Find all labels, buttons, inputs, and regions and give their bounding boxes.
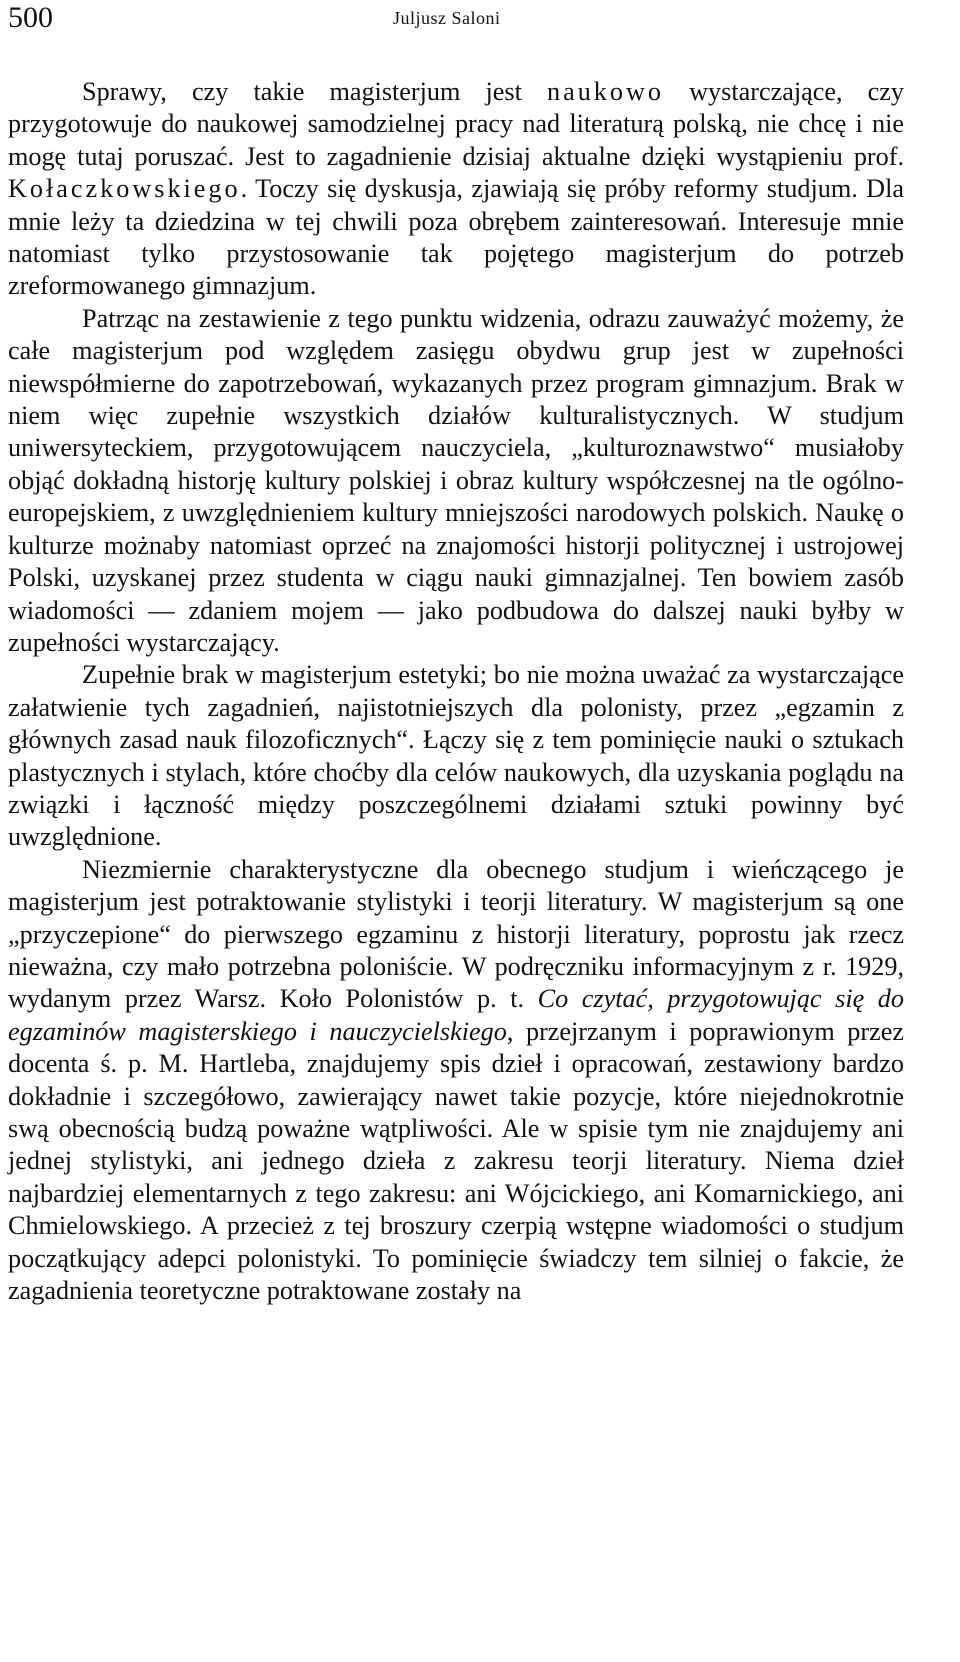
paragraph-3: Zupełnie brak w magisterjum estetyki; bo nie można uważać za wystarczające załatwienie tych zagadnień, najistotniejszych dla polonisty, przez „egzamin z głównych zasad nauk filozoficznych“. Łączy się z tem pominięcie nauki o sztukach plastycznych i stylach, które choćby dla celów naukowych, dla uzyskania poglądu na związki i łączność między poszczególnemi działami sztuki powinny być uwzględnione. <box>8 660 904 852</box>
text-run: Sprawy, czy takie magisterjum jest <box>82 77 547 106</box>
text-run: Niezmiernie charakterystyczne dla obecnego studjum i wieńczącego je magisterjum jest potraktowanie stylistyki i teorji literatury. W magisterjum są one „przyczepione“ do pierwszego egzaminu z historji literatury, poprostu jak rzecz nieważna, czy mało potrzebna poloniście. W podręczniku informacyjnym z r. 1929, wydanym przez Warsz. Koło Polonistów p. t. <box>8 854 904 1014</box>
text-run: . Toczy się dyskusja, zjawiają się próby reformy studjum. Dla mnie leży ta dziedzina w tej chwili poza obrębem zainteresowań. Interesuje mnie natomiast tylko przystosowanie tak pojętego magisterjum do potrzeb zreformowanego gimnazjum. <box>8 174 904 301</box>
text-run: , przejrzanym i poprawionym przez docenta ś. p. M. Hartleba, znajdujemy spis dzieł i opracowań, zestawiony bardzo dokładnie i szczegółowo, zawierający nawet takie pozycje, które niejednokrotnie swą obecnością budzą poważne wątpliwości. Ale w spisie tym nie znajdujemy ani jednej stylistyki, ani jednego dzieła z zakresu teorji literatury. Niema dzieł najbardziej elementarnych z tego zakresu: ani Wójcickiego, ani Komarnickiego, ani Chmielowskiego. A przecież z tej broszury czerpią wstępne wiadomości o studjum początkujący adepci polonistyki. To pominięcie świadczy tem silniej o fakcie, że zagadnienia teoretyczne potraktowane zostały na <box>8 1016 904 1306</box>
body-text <box>8 76 904 1307</box>
book-page <box>8 0 904 1662</box>
spaced-emphasis: Kołaczkowskiego <box>8 174 241 204</box>
text-run: wystarczające, czy przygotowuje do naukowej samodzielnej pracy nad literaturą polską, nie chcę i nie mogę tutaj poruszać. Jest to zagadnienie dzisiaj aktualne dzięki wystąpieniu prof. <box>8 77 904 171</box>
paragraph-1 <box>8 76 904 303</box>
running-head <box>8 0 904 40</box>
paragraph-2: Patrząc na zestawienie z tego punktu widzenia, odrazu zauważyć możemy, że całe magisterjum pod względem zasięgu obydwu grup jest w zupełności niewspółmierne do zapotrzebowań, wykazanych przez program gimnazjum. Brak w niem więc zupełnie wszystkich działów kulturalistycznych. W studjum uniwersyteckiem, przygotowującem nauczyciela, „kulturoznawstwo“ musiałoby objąć dokładną historję kultury polskiej i obraz kultury współczesnej na tle ogólno-europejskiem, z uwzględnieniem kultury mniejszości narodowych polskich. Naukę o kulturze możnaby natomiast oprzeć na znajomości historji politycznej i ustrojowej Polski, uzyskanej przez studenta w ciągu nauki gimnazjalnej. Ten bowiem zasób wiadomości — zdaniem mojem — jako podbudowa do dalszej nauki byłby w zupełności wystarczający. <box>8 303 904 657</box>
spaced-emphasis: naukowo <box>547 77 665 106</box>
page-number: 500 <box>8 1 53 34</box>
italic-book-title: Co czytać, przygotowując się do egzaminów magisterskiego i nauczycielskiego <box>8 984 904 1046</box>
running-title: Juljusz Saloni <box>393 8 501 28</box>
paragraph-4 <box>8 854 904 1308</box>
